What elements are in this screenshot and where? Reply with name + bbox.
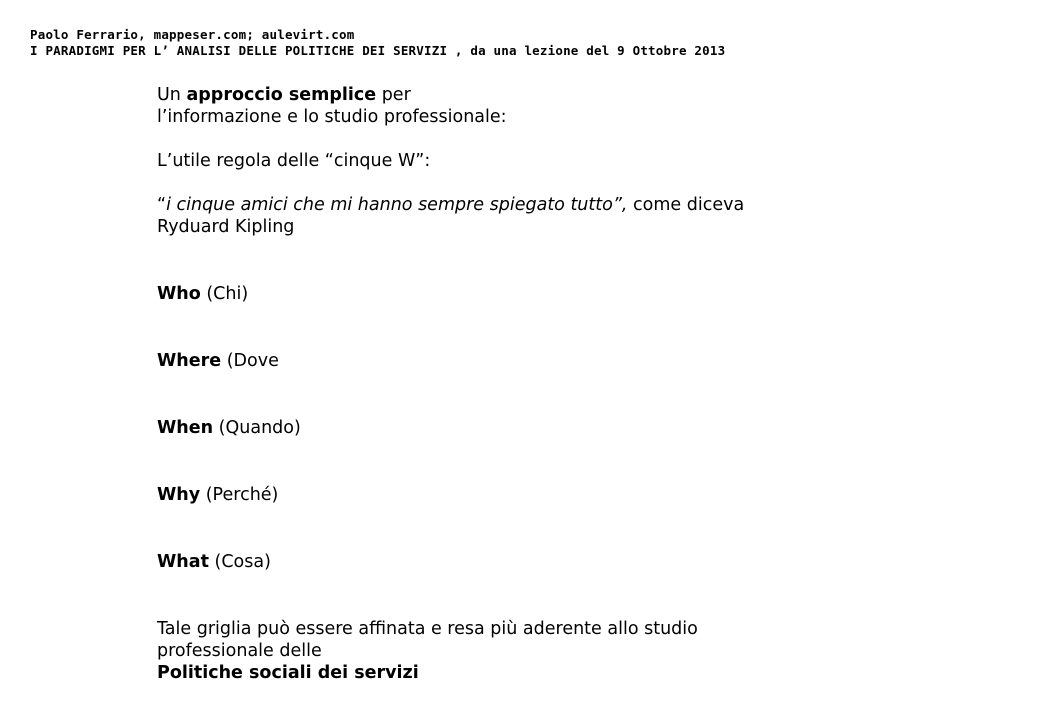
lecture-title: I PARADIGMI PER L’ ANALISI DELLE POLITICHE DEI SERVIZI , da una lezione del 9 Ottobre 2013 [30,43,726,58]
five-w-rule: L’utile regola delle “cinque W”: [157,151,431,171]
closing-bold: Politiche sociali dei servizi [157,663,419,683]
w-term: Why [157,485,201,505]
w-translation: (Quando) [213,418,301,438]
closing-emphasis [157,662,857,684]
closing-line-1: Tale griglia può essere affinata e resa più aderente allo studio [157,619,698,639]
intro-prefix: Un [157,85,187,105]
w-item-where [157,350,857,372]
kipling-quote [157,194,857,216]
w-translation: (Cosa) [208,552,271,572]
intro-emphasis: approccio semplice [186,85,377,105]
document-body [157,84,857,684]
quote-author: Ryduard Kipling [157,217,295,237]
w-term: When [157,418,214,438]
intro-line-2: l’informazione e lo studio professionale: [157,107,507,127]
w-term: Who [157,284,201,304]
w-item-why [157,484,857,506]
author-line: Paolo Ferrario, mappeser.com; aulevirt.com [30,27,355,42]
page-header [30,27,725,59]
w-item-who [157,283,857,305]
w-item-what [157,551,857,573]
w-term: What [157,552,209,572]
w-item-when [157,417,857,439]
w-translation: (Dove [221,351,279,371]
w-term: Where [157,351,222,371]
intro-line-1 [157,84,857,106]
w-translation: (Chi) [200,284,249,304]
quote-suffix: come diceva [627,195,745,215]
w-translation: (Perché) [200,485,279,505]
closing-line-2: professionale delle [157,641,322,661]
intro-suffix: per [376,85,411,105]
quote-open: “ [157,195,167,215]
quote-text: i cinque amici che mi hanno sempre spiegato tutto”, [166,195,628,215]
